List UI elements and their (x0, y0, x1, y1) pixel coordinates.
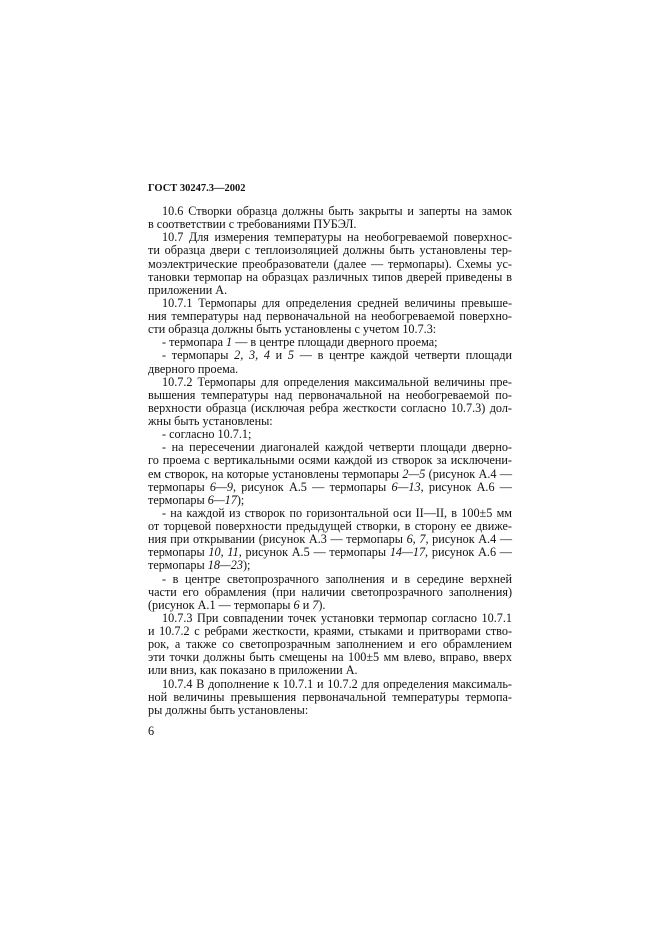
text-segment: 10.6 Створки образца должны быть закрыты и заперты на замок (162, 204, 512, 218)
italic-text-segment: 1 (226, 335, 233, 350)
text-segment: ); (242, 558, 251, 573)
text-segment: эти точки должны быть смещены на 100±5 мм влево, вправо, вверх (148, 650, 512, 665)
text-segment: термопары (148, 492, 208, 507)
document-body (148, 205, 512, 717)
text-segment: тановки термопар на образцах различных типов дверей приведены в (148, 269, 512, 284)
text-segment: верхности образца (исключая ребра жесткости согласно 10.7.3) дол- (148, 400, 512, 415)
text-segment: сти образца должны быть установлены с учетом 10.7.3: (148, 322, 437, 337)
document-header: ГОСТ 30247.3—2002 (148, 183, 246, 194)
text-segment: вышения температуры над первоначальной на необогреваемой по- (148, 387, 512, 402)
text-segment: — в центре каждой четверти площади (294, 348, 512, 363)
italic-text-segment: 6—17 (207, 492, 237, 507)
text-segment: - на каждой из створок по горизонтальной оси II—II, в 100±5 мм (162, 505, 512, 520)
text-segment: термопары (148, 558, 208, 573)
text-segment: ния температуры над первоначальной на необогреваемой поверхно- (148, 309, 512, 323)
text-segment: - на пересечении диагоналей каждой четверти площади дверно- (162, 440, 512, 455)
text-segment: приложении А. (148, 282, 228, 297)
italic-text-segment: 6—13 (391, 479, 421, 494)
text-segment: го проема с вертикальными осями каждой из створок за исключени- (148, 453, 512, 468)
text-segment: и (269, 348, 288, 363)
italic-text-segment: 6 (293, 597, 300, 612)
text-segment: от торцевой поверхности предыдущей створки, в сторону ее движе- (148, 519, 512, 533)
italic-text-segment: 2—5 (402, 466, 426, 481)
text-segment: (рисунок А.4 — (425, 466, 513, 481)
text-segment: — в центре площади дверного проема; (232, 335, 438, 350)
italic-text-segment: 5 (287, 348, 295, 363)
text-segment: 10.7 Для измерения температуры на необогреваемой поверхнос- (162, 230, 512, 245)
text-segment: части его обрамления (при наличии светопрозрачного заполнения) (148, 584, 512, 599)
text-segment: и (299, 597, 313, 612)
text-segment: и 10.7.2 с ребрами жесткости, краями, стыками и притворами ство- (148, 624, 512, 638)
text-segment: (рисунок А.1 — термопары (148, 597, 294, 612)
text-line (148, 704, 512, 717)
text-segment: ния при открывании (рисунок А.3 — термопары (148, 532, 407, 547)
text-segment: дверного проема. (148, 361, 239, 376)
text-segment: рок, а также со светопрозрачным заполнением и его обрамлением (148, 637, 512, 652)
text-segment: - термопара (162, 335, 227, 350)
text-segment: моэлектрические преобразователи (далее — термопары). Схемы ус- (148, 256, 512, 271)
text-segment: , рисунок А.6 — (425, 545, 512, 560)
italic-text-segment: 10, 11 (208, 545, 239, 560)
text-segment: , рисунок А.5 — термопары (232, 479, 392, 494)
text-segment: 10.7.1 Термопары для определения средней величины превыше- (162, 295, 512, 310)
text-segment: термопары (148, 545, 209, 560)
text-segment: ной величины превышения первоначальной температуры термопа- (148, 689, 512, 704)
italic-text-segment: 7 (312, 597, 319, 612)
text-segment: ем створок, на которые установлены термопары (148, 466, 403, 481)
text-segment: жны быть установлены: (148, 414, 273, 428)
italic-text-segment: 18—23 (207, 558, 243, 573)
italic-text-segment: 2, 3, 4 (234, 348, 270, 363)
text-segment: - термопары (162, 348, 235, 363)
text-segment: - согласно 10.7.1; (162, 427, 252, 442)
page-number: 6 (148, 724, 155, 738)
italic-text-segment: 6, 7 (406, 532, 426, 547)
text-segment: - в центре светопрозрачного заполнения и в середине верхней (162, 571, 512, 586)
italic-text-segment: 6—9 (209, 479, 233, 494)
text-segment: в соответствии с требованиями ПУБЭЛ. (148, 217, 357, 232)
text-segment: термопары (148, 479, 210, 494)
text-segment: 10.7.2 Термопары для определения максимальной величины пре- (162, 374, 512, 389)
text-segment: , рисунок А.4 — (425, 532, 513, 547)
text-segment: , рисунок А.5 — термопары (238, 545, 390, 560)
text-segment: ти образца двери с теплоизоляцией должны быть установлены тер- (148, 243, 512, 258)
italic-text-segment: 14—17 (389, 545, 426, 560)
text-segment: 10.7.4 В дополнение к 10.7.1 и 10.7.2 для определения максималь- (162, 676, 512, 691)
text-segment: ); (236, 492, 245, 507)
text-segment: ). (318, 597, 326, 612)
text-segment: , рисунок А.6 — (420, 479, 512, 494)
text-segment: или вниз, как показано в приложении А. (148, 663, 358, 678)
text-segment: ры должны быть установлены: (148, 702, 309, 717)
text-segment: 10.7.3 При совпадении точек установки термопар согласно 10.7.1 (162, 610, 512, 625)
